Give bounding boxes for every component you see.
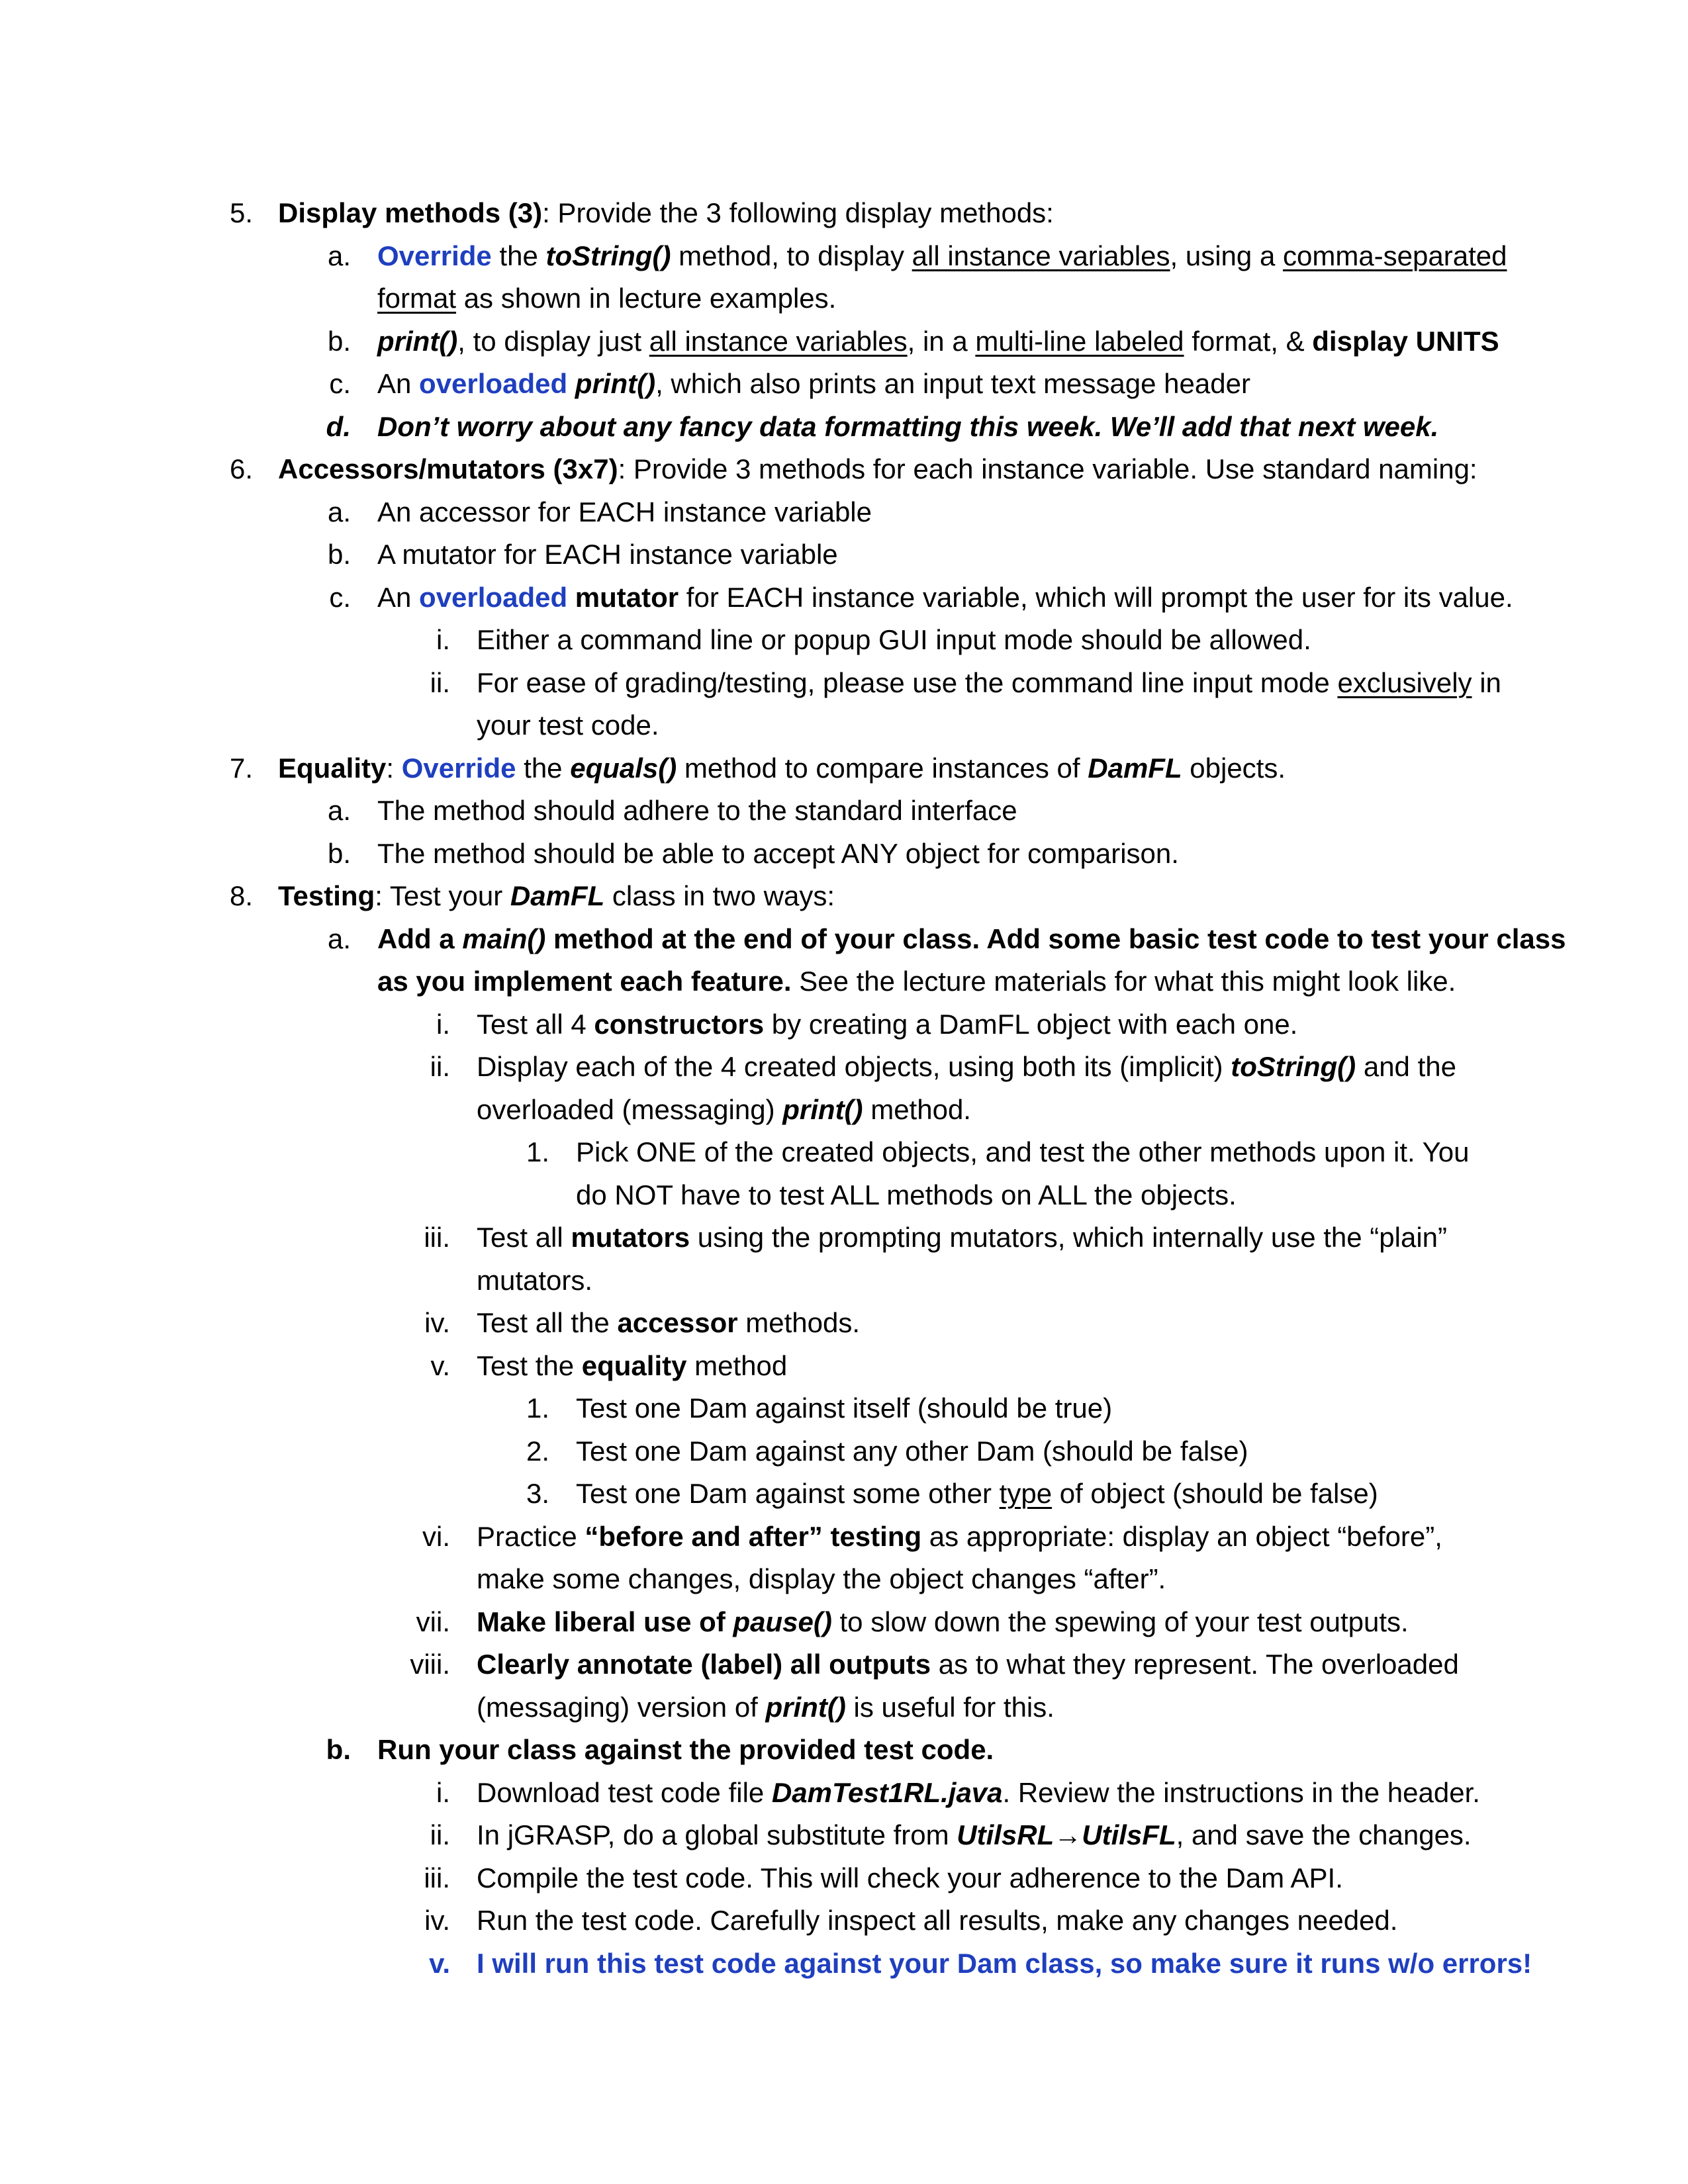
list-item-text xyxy=(477,619,1311,662)
text-run: I will run this test code against your Dam class, so make sure it runs w/o errors! xyxy=(477,1947,1532,1979)
list-item xyxy=(0,491,1688,534)
list-item xyxy=(0,833,1688,876)
list-item-text xyxy=(377,406,1438,449)
list-item xyxy=(0,1131,1688,1174)
list-item-text xyxy=(278,192,1054,235)
text-run: and the xyxy=(1356,1051,1456,1082)
text-run: method to compare instances of xyxy=(677,752,1088,784)
text-run: Clearly annotate (label) all outputs xyxy=(477,1649,931,1680)
text-run: The method should adhere to the standard interface xyxy=(377,795,1017,826)
text-run: print() xyxy=(575,368,656,399)
list-item xyxy=(0,1942,1688,1985)
text-run: your test code. xyxy=(477,709,659,741)
text-run: , using a xyxy=(1170,240,1283,271)
list-item-text xyxy=(477,1216,1447,1259)
list-item xyxy=(0,320,1688,363)
list-item-text xyxy=(477,1686,1055,1729)
list-marker: ii. xyxy=(430,1819,450,1850)
list-item-text xyxy=(576,1131,1470,1174)
list-item xyxy=(0,576,1688,619)
list-marker: i. xyxy=(436,1008,450,1040)
text-run: Either a command line or popup GUI input mode should be allowed. xyxy=(477,624,1311,655)
list-item xyxy=(0,1259,1688,1302)
list-item-text xyxy=(477,1516,1442,1559)
text-run xyxy=(567,582,575,613)
list-item xyxy=(0,875,1688,918)
text-run: to slow down the spewing of your test outputs. xyxy=(831,1606,1409,1637)
text-run: display UNITS xyxy=(1312,325,1499,357)
text-run: “before and after” testing xyxy=(585,1520,922,1552)
text-run: print() xyxy=(782,1093,863,1125)
list-item xyxy=(0,1430,1688,1473)
list-item-text xyxy=(377,960,1456,1003)
text-run: See the lecture materials for what this might look like. xyxy=(791,966,1456,997)
list-item xyxy=(0,747,1688,790)
text-run: For ease of grading/testing, please use the command line input mode xyxy=(477,666,1338,698)
text-run: Run your class against the provided test code. xyxy=(377,1734,994,1765)
list-item-text xyxy=(477,1089,971,1132)
list-item xyxy=(0,790,1688,833)
text-run: Display each of the 4 created objects, using both its (implicit) xyxy=(477,1051,1231,1082)
list-item xyxy=(0,192,1688,235)
list-item xyxy=(0,406,1688,449)
text-run: methods. xyxy=(737,1307,861,1338)
list-marker: d. xyxy=(326,410,351,442)
list-item-text xyxy=(278,747,1286,790)
list-marker: iii. xyxy=(424,1222,450,1253)
text-run: constructors xyxy=(594,1008,765,1040)
text-run: type xyxy=(999,1478,1053,1509)
text-run: mutators xyxy=(571,1222,690,1253)
list-item-text xyxy=(477,1345,787,1388)
list-item xyxy=(0,1643,1688,1686)
text-run: print() xyxy=(765,1691,846,1723)
text-run: . Review the instructions in the header. xyxy=(1002,1776,1480,1808)
list-marker: b. xyxy=(326,1734,351,1765)
text-run: Testing xyxy=(278,880,375,911)
list-item xyxy=(0,448,1688,491)
text-run: , and save the changes. xyxy=(1176,1819,1472,1850)
list-item xyxy=(0,1729,1688,1772)
list-item-text xyxy=(477,1302,860,1345)
list-item xyxy=(0,1772,1688,1815)
text-run: the xyxy=(491,240,546,271)
text-run: , in a xyxy=(907,325,976,357)
list-item xyxy=(0,1516,1688,1559)
text-run: accessor xyxy=(617,1307,738,1338)
list-item xyxy=(0,1174,1688,1217)
text-run: toString() xyxy=(545,240,671,271)
text-run: Display methods (3) xyxy=(278,197,543,228)
list-item xyxy=(0,1046,1688,1089)
list-marker: b. xyxy=(327,539,351,570)
text-run: (messaging) version of xyxy=(477,1691,766,1723)
text-run: as you implement each feature. xyxy=(377,966,792,997)
list-item-text xyxy=(278,875,835,918)
list-marker: 2. xyxy=(526,1435,549,1467)
list-item-text xyxy=(576,1387,1112,1430)
text-run: print() xyxy=(377,325,458,357)
list-item xyxy=(0,1387,1688,1430)
list-item xyxy=(0,1686,1688,1729)
text-run: A mutator for EACH instance variable xyxy=(377,539,838,570)
text-run: The method should be able to accept ANY object for comparison. xyxy=(377,837,1179,869)
list-item-text xyxy=(377,790,1017,833)
list-item-text xyxy=(477,1558,1166,1601)
text-run: DamTest1RL.java xyxy=(771,1776,1003,1808)
text-run: Make liberal use of xyxy=(477,1606,733,1637)
list-item xyxy=(0,918,1688,961)
text-run: DamFL xyxy=(510,880,605,911)
list-marker: b. xyxy=(327,325,351,357)
text-run: exclusively xyxy=(1337,666,1472,698)
list-marker: c. xyxy=(329,368,351,399)
list-marker: b. xyxy=(327,837,351,869)
text-run: method xyxy=(686,1349,788,1381)
list-item-text xyxy=(477,1814,1472,1857)
text-run: objects. xyxy=(1182,752,1286,784)
list-marker: iii. xyxy=(424,1862,450,1893)
text-run: Practice xyxy=(477,1520,585,1552)
list-item-text xyxy=(576,1174,1237,1217)
text-run: An xyxy=(377,368,420,399)
text-run: , to display just xyxy=(457,325,649,357)
document-page xyxy=(0,192,1688,1985)
text-run: An accessor for EACH instance variable xyxy=(377,496,872,527)
text-run: comma-separated xyxy=(1282,240,1507,271)
text-run: multi-line labeled xyxy=(975,325,1184,357)
list-item xyxy=(0,1345,1688,1388)
text-run: , which also prints an input text message header xyxy=(655,368,1250,399)
text-run: Test all xyxy=(477,1222,571,1253)
text-run: overloaded xyxy=(419,368,568,399)
list-item-text xyxy=(477,1899,1397,1942)
list-item-text xyxy=(477,1857,1343,1900)
list-item-text xyxy=(477,1259,592,1302)
text-run: Override xyxy=(377,240,492,271)
text-run: An xyxy=(377,581,420,613)
text-run: pause() xyxy=(733,1606,832,1637)
list-marker: 1. xyxy=(526,1136,549,1167)
list-item xyxy=(0,1216,1688,1259)
text-run: make some changes, display the object changes “after”. xyxy=(477,1563,1166,1594)
list-item xyxy=(0,619,1688,662)
list-marker: vii. xyxy=(416,1606,450,1637)
text-run: as to what they represent. The overloaded xyxy=(931,1649,1459,1680)
text-run: UtilsRL→UtilsFL xyxy=(957,1819,1176,1850)
text-run: the xyxy=(516,752,571,784)
text-run: as shown in lecture examples. xyxy=(456,283,837,314)
list-item-text xyxy=(278,448,1477,491)
text-run: Override xyxy=(401,752,516,784)
list-item xyxy=(0,704,1688,747)
text-run: overloaded xyxy=(419,581,568,613)
list-item-text xyxy=(477,1046,1456,1089)
text-run: equals() xyxy=(570,752,677,784)
list-item-text xyxy=(477,1601,1409,1644)
text-run: Pick ONE of the created objects, and test the other methods upon it. You xyxy=(576,1136,1470,1167)
text-run: : xyxy=(386,752,402,784)
list-marker: 6. xyxy=(229,453,253,484)
text-run: class in two ways: xyxy=(604,880,835,911)
list-marker: a. xyxy=(327,240,351,271)
text-run: equality xyxy=(581,1349,687,1381)
text-run: Test the xyxy=(477,1349,582,1381)
list-marker: i. xyxy=(436,1776,450,1808)
list-item-text xyxy=(377,533,838,576)
list-item xyxy=(0,1558,1688,1601)
text-run: by creating a DamFL object with each one. xyxy=(764,1008,1298,1040)
text-run: method, to display xyxy=(671,240,912,271)
list-marker: a. xyxy=(327,795,351,826)
text-run: using the prompting mutators, which internally use the “plain” xyxy=(690,1222,1447,1253)
list-item-text xyxy=(576,1430,1248,1473)
list-item xyxy=(0,1814,1688,1857)
list-marker: a. xyxy=(327,923,351,954)
list-item xyxy=(0,1302,1688,1345)
text-run: mutators. xyxy=(477,1264,593,1296)
list-item-text xyxy=(377,918,1566,961)
list-item xyxy=(0,1003,1688,1046)
list-marker: i. xyxy=(436,624,450,655)
list-item-text xyxy=(477,1003,1297,1046)
list-marker: vi. xyxy=(422,1520,450,1552)
list-item-text xyxy=(377,277,836,320)
text-run: DamFL xyxy=(1088,752,1182,784)
list-item-text xyxy=(477,704,659,747)
text-run: Test all 4 xyxy=(477,1008,594,1040)
list-marker: 3. xyxy=(526,1478,549,1509)
text-run: Run the test code. Carefully inspect all results, make any changes needed. xyxy=(477,1905,1398,1936)
text-run: : Provide 3 methods for each instance variable. Use standard naming: xyxy=(618,453,1477,484)
text-run: mutator xyxy=(575,581,679,613)
text-run: toString() xyxy=(1231,1051,1356,1082)
list-marker: ii. xyxy=(430,666,450,698)
list-item xyxy=(0,1601,1688,1644)
list-item-text xyxy=(377,833,1179,876)
list-marker: 8. xyxy=(229,880,253,911)
list-marker: 1. xyxy=(526,1392,549,1424)
text-run: Add a xyxy=(377,923,463,954)
list-item-text xyxy=(477,1772,1480,1815)
text-run: format xyxy=(377,283,457,314)
text-run: Don’t worry about any fancy data formatting this week. We’ll add that next week. xyxy=(377,410,1439,442)
text-run: in xyxy=(1472,666,1501,698)
list-marker: 7. xyxy=(229,752,253,784)
list-marker: iv. xyxy=(424,1905,450,1936)
list-item xyxy=(0,662,1688,705)
text-run: Download test code file xyxy=(477,1776,772,1808)
text-run: Test one Dam against any other Dam (should be false) xyxy=(576,1435,1248,1467)
list-item xyxy=(0,363,1688,406)
list-item-text xyxy=(477,1643,1459,1686)
text-run: format, & xyxy=(1184,325,1313,357)
list-marker: viii. xyxy=(410,1649,450,1680)
list-marker: 5. xyxy=(229,197,253,228)
list-item-text xyxy=(377,491,872,534)
list-item xyxy=(0,960,1688,1003)
list-item-text xyxy=(377,235,1507,278)
text-run: : Provide the 3 following display methods: xyxy=(542,197,1054,228)
text-run: Test all the xyxy=(477,1307,618,1338)
list-marker: c. xyxy=(329,581,351,613)
list-item xyxy=(0,1473,1688,1516)
text-run: do NOT have to test ALL methods on ALL the objects. xyxy=(576,1179,1237,1210)
list-item xyxy=(0,1899,1688,1942)
list-marker: v. xyxy=(430,1349,450,1381)
text-run: all instance variables xyxy=(912,240,1170,271)
list-item xyxy=(0,1857,1688,1900)
list-item-text xyxy=(477,1942,1532,1985)
list-marker: iv. xyxy=(424,1307,450,1338)
text-run: method. xyxy=(863,1093,971,1125)
list-item xyxy=(0,277,1688,320)
text-run: Test one Dam against some other xyxy=(576,1478,1000,1509)
list-item xyxy=(0,235,1688,278)
list-item-text xyxy=(377,1729,994,1772)
list-item-text xyxy=(377,576,1513,619)
text-run: Equality xyxy=(278,752,387,784)
list-marker: v. xyxy=(429,1947,450,1979)
list-marker: ii. xyxy=(430,1051,450,1082)
list-item xyxy=(0,533,1688,576)
text-run xyxy=(567,368,575,399)
list-item-text xyxy=(576,1473,1378,1516)
list-marker: a. xyxy=(327,496,351,527)
text-run: all instance variables xyxy=(649,325,908,357)
text-run: Test one Dam against itself (should be true) xyxy=(576,1392,1113,1424)
list-item-text xyxy=(377,363,1250,406)
text-run: In jGRASP, do a global substitute from xyxy=(477,1819,957,1850)
text-run: for EACH instance variable, which will prompt the user for its value. xyxy=(679,581,1513,613)
text-run: of object (should be false) xyxy=(1052,1478,1378,1509)
list-item-text xyxy=(377,320,1499,363)
text-run: main() xyxy=(462,923,546,954)
text-run: : Test your xyxy=(375,880,510,911)
text-run: as appropriate: display an object “before”, xyxy=(921,1520,1442,1552)
text-run: overloaded (messaging) xyxy=(477,1093,783,1125)
text-run: Accessors/mutators (3x7) xyxy=(278,453,618,484)
list-item xyxy=(0,1089,1688,1132)
list-item-text xyxy=(477,662,1501,705)
text-run: is useful for this. xyxy=(845,1691,1055,1723)
text-run: Compile the test code. This will check your adherence to the Dam API. xyxy=(477,1862,1343,1893)
text-run: method at the end of your class. Add some basic test code to test your class xyxy=(545,923,1566,954)
